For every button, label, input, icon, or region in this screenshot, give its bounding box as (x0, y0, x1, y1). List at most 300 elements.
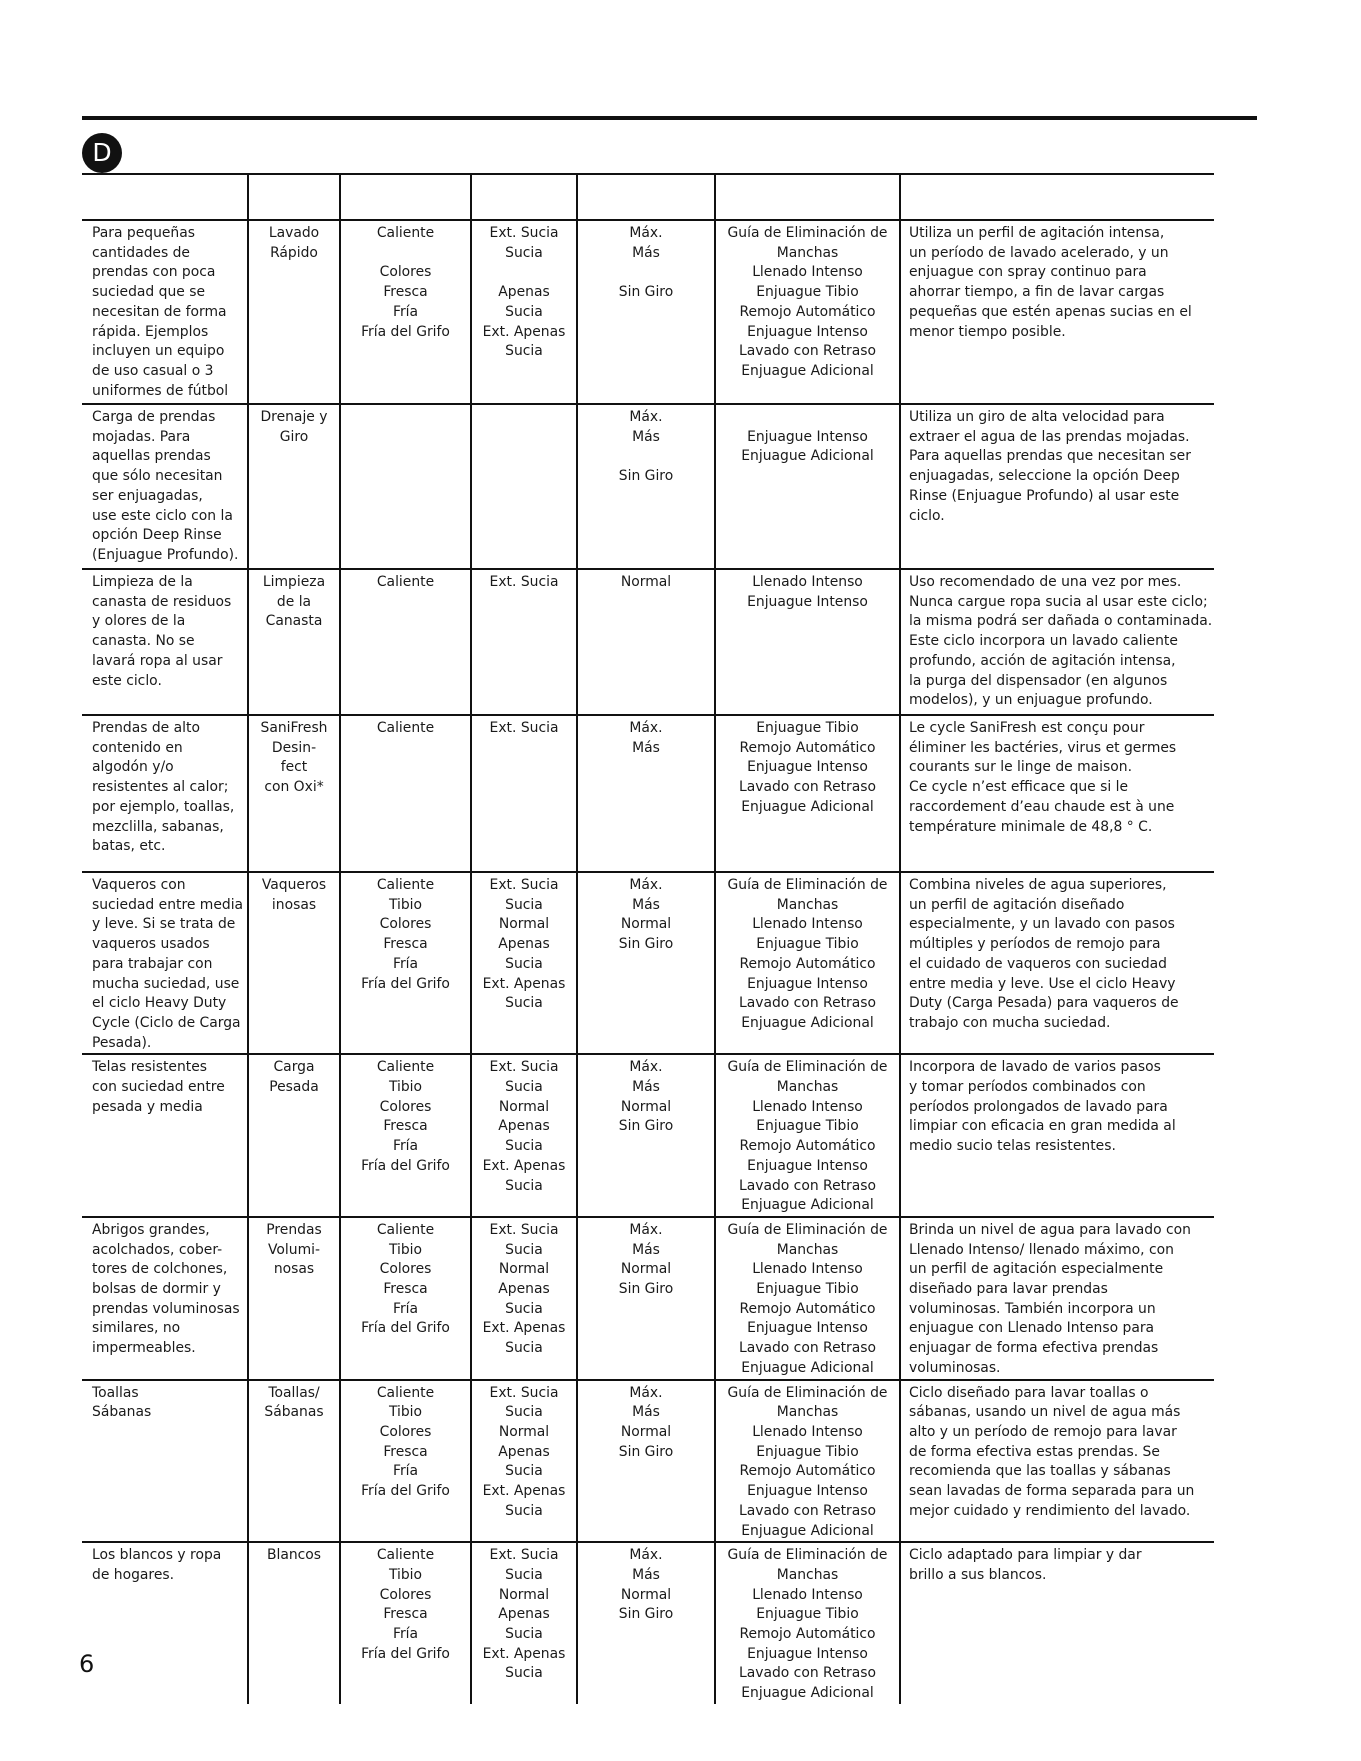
cell-line: Lavado con Retraso (738, 1502, 877, 1519)
cell-line: Apenas (498, 936, 550, 953)
cell-line: Telas resistentes (92, 1059, 208, 1076)
cell-line: Ext. Apenas (482, 975, 566, 992)
cell-line: Sucia (505, 244, 543, 261)
cycle-table-container (82, 173, 1214, 1704)
cell-line: Canasta (265, 613, 323, 630)
cell-line: Sucia (505, 1241, 543, 1258)
cell-temperature (340, 1380, 471, 1543)
cell-line: Ext. Sucia (489, 574, 559, 590)
cell-line: Manchas (776, 1079, 839, 1096)
cell-line: Normal (620, 1098, 672, 1115)
cell-spin (577, 1542, 715, 1704)
cell-line: Giro (279, 428, 309, 445)
cell-line: Máx. (629, 1059, 663, 1076)
cell-line: Enjuague Adicional (741, 448, 874, 465)
cell-line (580, 447, 712, 467)
cell-line: Enjuague Intenso (747, 593, 868, 610)
table-row (82, 1217, 1214, 1380)
cell-line: tores de colchones, (92, 1261, 228, 1278)
cell-line: suciedad entre media (92, 896, 244, 913)
cell-temperature (340, 1217, 471, 1380)
cell-line: Ciclo adaptado para limpiar y dar (909, 1547, 1142, 1564)
cell-temperature (340, 569, 471, 715)
cell-line: Llenado Intenso (752, 916, 863, 933)
cell-line: Limpieza (262, 574, 326, 590)
cell-line: Sucia (505, 1502, 543, 1519)
cell-description (900, 872, 1214, 1054)
cell-line: Caliente (376, 1059, 435, 1076)
table-row (82, 872, 1214, 1054)
table-row (82, 404, 1214, 569)
cell-line: Incorpora de lavado de varios pasos (909, 1059, 1161, 1076)
header-cell-spin (577, 174, 715, 220)
cell-line: Combina niveles de agua superiores, (909, 877, 1167, 893)
cell-line: Enjuague Tibio (756, 1118, 859, 1135)
cell-line: Tibio (388, 1079, 423, 1096)
cell-line: Vaqueros (261, 877, 327, 893)
cell-line: Fresca (383, 1118, 428, 1135)
cell-line: incluyen un equipo (92, 343, 225, 360)
cell-use (82, 1380, 248, 1543)
cell-line: vaqueros usados (92, 936, 210, 953)
cell-options (715, 569, 900, 715)
cell-line: Llenado Intenso (752, 1423, 863, 1440)
cell-line: Manchas (776, 1566, 839, 1583)
cell-line: Normal (620, 1423, 672, 1440)
cell-line: Sin Giro (618, 284, 674, 301)
cell-line: canasta de residuos (92, 593, 232, 610)
cell-line: Enjuague Adicional (741, 798, 874, 815)
cell-line: y tomar períodos combinados con (909, 1079, 1146, 1096)
cell-line: Remojo Automático (739, 1138, 876, 1155)
cell-line: Enjuague Intenso (747, 323, 868, 340)
cell-line: Lavado con Retraso (738, 1665, 877, 1682)
cell-line: Ext. Apenas (482, 1645, 566, 1662)
cell-line: Sin Giro (618, 1281, 674, 1298)
cell-line: Tibio (388, 1404, 423, 1421)
cell-line: Enjuague Adicional (741, 1014, 874, 1031)
cell-line: Enjuague Adicional (741, 362, 874, 379)
cell-description (900, 404, 1214, 569)
cell-line: Caliente (376, 720, 435, 736)
cell-use (82, 1217, 248, 1380)
cell-line: Limpieza de la (92, 574, 193, 590)
cell-line: Sin Giro (618, 1118, 674, 1135)
cell-line: ahorrar tiempo, a fin de lavar cargas (909, 284, 1165, 301)
cell-line: Uso recomendado de una vez por mes. (909, 574, 1182, 590)
cell-line: Más (632, 1404, 660, 1421)
cell-line: un período de lavado acelerado, y un (909, 244, 1169, 261)
cell-line: Manchas (776, 1404, 839, 1421)
cell-temperature (340, 872, 471, 1054)
cell-line: Apenas (498, 1118, 550, 1135)
cell-line: contenido en (92, 739, 183, 756)
cell-line: Lavado con Retraso (738, 1340, 877, 1357)
cell-line: Máx. (629, 1384, 663, 1401)
cell-line: Este ciclo incorpora un lavado caliente (909, 633, 1178, 650)
cell-soil (471, 1542, 577, 1704)
cell-line: Enjuague Intenso (747, 759, 868, 776)
cell-line: Fresca (383, 1281, 428, 1298)
cell-line: Caliente (376, 877, 435, 893)
cell-line: Apenas (498, 284, 550, 301)
cell-options (715, 1380, 900, 1543)
cell-line: Enjuague Tibio (756, 720, 859, 736)
cell-line: entre media y leve. Use el ciclo Heavy (909, 975, 1176, 992)
cell-line: Sucia (505, 303, 543, 320)
cell-line: Sucia (505, 1138, 543, 1155)
cell-line: Fresca (383, 1606, 428, 1623)
cell-line (718, 408, 897, 428)
cell-line: Desin- (271, 739, 317, 756)
cell-line: acolchados, cober- (92, 1241, 223, 1258)
cell-line: Ext. Sucia (489, 1221, 559, 1238)
cell-line: especialmente, y un lavado con pasos (909, 916, 1175, 933)
cell-line: Remojo Automático (739, 303, 876, 320)
cell-line: Sucia (505, 1340, 543, 1357)
cell-line: múltiples y períodos de remojo para (909, 936, 1161, 953)
cell-line: Ext. Sucia (489, 1384, 559, 1401)
cell-line: Remojo Automático (739, 1463, 876, 1480)
table-row (82, 1054, 1214, 1217)
cell-line: Guía de Eliminación de (727, 225, 888, 241)
table-row (82, 569, 1214, 715)
cell-line: mejor cuidado y rendimiento del lavado. (909, 1502, 1191, 1519)
cell-line: mezclilla, sabanas, (92, 818, 224, 835)
cell-soil (471, 220, 577, 404)
cell-line: Ext. Sucia (489, 720, 559, 736)
cell-line: Para aquellas prendas que necesitan ser (909, 448, 1191, 465)
cell-description (900, 1217, 1214, 1380)
cell-soil (471, 404, 577, 569)
cell-line: pesada y media (92, 1098, 203, 1115)
cell-line: necesitan de forma (92, 303, 227, 320)
cell-cycle (248, 1380, 340, 1543)
cell-line: Los blancos y ropa (92, 1547, 222, 1564)
cell-cycle (248, 1542, 340, 1704)
cell-line: Volumi- (268, 1241, 320, 1258)
cell-line (580, 263, 712, 283)
cell-line: Lavado con Retraso (738, 1177, 877, 1194)
cell-line: Fría del Grifo (361, 1320, 450, 1337)
cell-line: Prendas (266, 1221, 322, 1238)
cell-line: suciedad que se (92, 284, 206, 301)
cell-line: limpiar con eficacia en gran medida al (909, 1118, 1176, 1135)
cell-line: Enjuague Intenso (747, 1320, 868, 1337)
cell-line: Normal (620, 1261, 672, 1278)
cell-line: Tibio (388, 1241, 423, 1258)
cell-use (82, 569, 248, 715)
cell-line: Más (632, 244, 660, 261)
cell-line: éliminer les bactéries, virus et germes (909, 739, 1177, 756)
cycle-table (82, 173, 1214, 1704)
cell-line: resistentes al calor; (92, 779, 229, 796)
cell-line: Colores (379, 1423, 432, 1440)
cell-line: Sábanas (264, 1404, 324, 1421)
cell-soil (471, 715, 577, 872)
cell-line: Fría (392, 1138, 419, 1155)
cell-line: diseñado para lavar prendas (909, 1281, 1108, 1298)
cell-line: ciclo. (909, 507, 945, 524)
cell-line: algodón y/o (92, 759, 174, 776)
cell-line: Enjuague Tibio (756, 1606, 859, 1623)
cell-line: rápida. Ejemplos (92, 323, 209, 340)
cell-line: impermeables. (92, 1340, 196, 1357)
cell-line: Ext. Sucia (489, 225, 559, 241)
table-header-row (82, 174, 1214, 220)
cell-line: Ext. Apenas (482, 1483, 566, 1500)
cell-line: Máx. (629, 720, 663, 736)
cell-line: Remojo Automático (739, 1626, 876, 1643)
cell-description (900, 715, 1214, 872)
header-cell-temperature (340, 174, 471, 220)
cell-line: voluminosas. También incorpora un (909, 1300, 1156, 1317)
cell-line: enjuagar de forma efectiva prendas (909, 1340, 1159, 1357)
cell-line: Sucia (505, 1665, 543, 1682)
cell-line: pequeñas que estén apenas sucias en el (909, 303, 1192, 320)
cell-line: Guía de Eliminación de (727, 1059, 888, 1076)
cell-soil (471, 1217, 577, 1380)
cycle-table-body (82, 174, 1214, 1704)
cell-line: enjuagadas, seleccione la opción Deep (909, 468, 1180, 485)
cell-line: Fría del Grifo (361, 1157, 450, 1174)
cell-cycle (248, 220, 340, 404)
cell-line: Fría (392, 955, 419, 972)
cell-line: Carga (273, 1059, 315, 1076)
cell-line: Sin Giro (618, 1443, 674, 1460)
cell-line: température minimale de 48,8 ° C. (909, 818, 1153, 835)
cell-line: Ciclo diseñado para lavar toallas o (909, 1384, 1149, 1401)
cell-line: courants sur le linge de maison. (909, 759, 1132, 776)
cell-line: Colores (379, 264, 432, 281)
cell-options (715, 1542, 900, 1704)
cell-line: Carga de prendas (92, 409, 216, 425)
cell-line: Prendas de alto (92, 720, 200, 736)
cell-line: Fría (392, 1463, 419, 1480)
cell-line: batas, etc. (92, 838, 166, 855)
cell-line: Fría del Grifo (361, 975, 450, 992)
cell-line: de forma efectiva estas prendas. Se (909, 1443, 1160, 1460)
cell-line: Máx. (629, 1547, 663, 1564)
cell-line: aquellas prendas (92, 448, 211, 465)
cell-spin (577, 872, 715, 1054)
cell-line: Guía de Eliminación de (727, 877, 888, 893)
cell-line: Nunca cargue ropa sucia al usar este ciclo; (909, 593, 1208, 610)
cell-line: para trabajar con (92, 955, 213, 972)
top-rule (82, 116, 1257, 120)
cell-line: Enjuague Tibio (756, 1443, 859, 1460)
cell-line: Apenas (498, 1606, 550, 1623)
cell-line: Toallas (92, 1384, 139, 1401)
cell-line: Apenas (498, 1443, 550, 1460)
header-cell-cycle (248, 174, 340, 220)
cell-line: lavará ropa al usar (92, 652, 223, 669)
cell-line: Máx. (629, 225, 663, 241)
cell-line: Ext. Sucia (489, 1547, 559, 1564)
cell-line: Drenaje y (260, 409, 328, 425)
cell-soil (471, 1380, 577, 1543)
cell-line: Remojo Automático (739, 1300, 876, 1317)
cell-line: Tibio (388, 896, 423, 913)
cell-line: similares, no (92, 1320, 181, 1337)
cell-line: Sucia (505, 1079, 543, 1096)
cell-line: Máx. (629, 877, 663, 893)
cell-line: Lavado (268, 225, 320, 241)
cell-line: Caliente (376, 574, 435, 590)
cell-line: mojadas. Para (92, 428, 191, 445)
cell-line: Sucia (505, 1626, 543, 1643)
cell-line: Ext. Apenas (482, 1157, 566, 1174)
cell-line: Fría del Grifo (361, 1645, 450, 1662)
cell-line: (Enjuague Profundo). (92, 546, 239, 563)
cell-line: Pesada (269, 1079, 319, 1096)
cell-description (900, 1054, 1214, 1217)
cell-temperature (340, 1054, 471, 1217)
cell-line: Ext. Sucia (489, 877, 559, 893)
cell-description (900, 220, 1214, 404)
cell-cycle (248, 1217, 340, 1380)
cell-line: Fría (392, 1300, 419, 1317)
cell-line: Colores (379, 1098, 432, 1115)
cell-line: Pesada). (92, 1034, 152, 1051)
cell-line: Sucia (505, 955, 543, 972)
cell-line: nosas (273, 1261, 315, 1278)
cell-line: Sucia (505, 1404, 543, 1421)
cell-line: la misma podrá ser dañada o contaminada. (909, 613, 1213, 630)
cell-line: Enjuague Intenso (747, 1645, 868, 1662)
header-cell-soil (471, 174, 577, 220)
cell-line: ser enjuagadas, (92, 487, 203, 504)
cell-line: períodos prolongados de lavado para (909, 1098, 1168, 1115)
cell-line: uniformes de fútbol (92, 382, 229, 399)
cell-line: Sucia (505, 995, 543, 1012)
cell-line: Fría (392, 1626, 419, 1643)
cell-line: sean lavadas de forma separada para un (909, 1483, 1195, 1500)
cell-line: prendas con poca (92, 264, 216, 281)
cell-line: Colores (379, 1261, 432, 1278)
cell-line: Ext. Sucia (489, 1059, 559, 1076)
cell-line: Lavado con Retraso (738, 995, 877, 1012)
cell-line: por ejemplo, toallas, (92, 798, 235, 815)
cell-spin (577, 404, 715, 569)
cell-line: trabajo con mucha suciedad. (909, 1014, 1111, 1031)
cell-line: Sucia (505, 1177, 543, 1194)
cell-use (82, 220, 248, 404)
cell-line: Normal (620, 1586, 672, 1603)
cell-line: Normal (620, 574, 672, 590)
cell-line: bolsas de dormir y (92, 1281, 221, 1298)
cell-line: Ce cycle n’est efficace que si le (909, 779, 1129, 796)
cell-line: medio sucio telas resistentes. (909, 1138, 1116, 1155)
cell-line: Cycle (Ciclo de Carga (92, 1014, 241, 1031)
cell-line: Fría (392, 303, 419, 320)
cell-line: Manchas (776, 896, 839, 913)
cell-line: Fresca (383, 284, 428, 301)
cell-line: Vaqueros con (92, 877, 186, 893)
cell-line: de hogares. (92, 1566, 175, 1583)
table-row (82, 715, 1214, 872)
cell-description (900, 1542, 1214, 1704)
cell-line: Sucia (505, 896, 543, 913)
cell-line: Remojo Automático (739, 955, 876, 972)
cell-line: Normal (498, 916, 550, 933)
cell-line: Enjuague Intenso (747, 428, 868, 445)
cell-line: Normal (620, 916, 672, 933)
cell-spin (577, 715, 715, 872)
cell-line: Caliente (376, 1384, 435, 1401)
cell-cycle (248, 715, 340, 872)
cell-temperature (340, 1542, 471, 1704)
cell-line: y leve. Si se trata de (92, 916, 236, 933)
cell-line: Guía de Eliminación de (727, 1221, 888, 1238)
cell-line: Llenado Intenso (752, 1586, 863, 1603)
cell-line: el ciclo Heavy Duty (92, 995, 227, 1012)
cell-line: Enjuague Intenso (747, 1157, 868, 1174)
cell-line: Máx. (629, 1221, 663, 1238)
cell-cycle (248, 404, 340, 569)
page-number: 6 (79, 1650, 95, 1678)
cell-line: Lavado con Retraso (738, 779, 877, 796)
cell-line: Enjuague Tibio (756, 284, 859, 301)
cell-line: Enjuague Adicional (741, 1685, 874, 1702)
cell-temperature (340, 220, 471, 404)
cell-options (715, 1054, 900, 1217)
cell-line: de uso casual o 3 (92, 362, 214, 379)
cell-line: Fría del Grifo (361, 1483, 450, 1500)
cell-cycle (248, 569, 340, 715)
cell-line: prendas voluminosas (92, 1300, 240, 1317)
cell-line: de la (276, 593, 312, 610)
cell-line: Llenado Intenso (752, 264, 863, 281)
cell-line: Más (632, 1566, 660, 1583)
cell-line (343, 244, 468, 264)
cell-line: y olores de la (92, 613, 186, 630)
cell-line: Más (632, 1241, 660, 1258)
cell-line: Llenado Intenso (752, 1098, 863, 1115)
cell-line: Le cycle SaniFresh est conçu pour (909, 720, 1145, 736)
cell-options (715, 220, 900, 404)
cell-line: modelos), y un enjuague profundo. (909, 692, 1153, 709)
cell-line: Rápido (270, 244, 318, 261)
cell-line: la purga del dispensador (en algunos (909, 672, 1168, 689)
cell-line: Fresca (383, 936, 428, 953)
cell-line: Ext. Apenas (482, 323, 566, 340)
cell-line: Brinda un nivel de agua para lavado con (909, 1221, 1191, 1238)
cell-line: que sólo necesitan (92, 468, 223, 485)
cell-line: Llenado Intenso (752, 1261, 863, 1278)
cell-options (715, 715, 900, 872)
cell-line: use este ciclo con la (92, 507, 233, 524)
header-cell-use (82, 174, 248, 220)
cell-line: voluminosas. (909, 1359, 1001, 1376)
cell-line: Sin Giro (618, 468, 674, 485)
cell-line: Normal (498, 1261, 550, 1278)
cell-line: Tibio (388, 1566, 423, 1583)
cell-spin (577, 1054, 715, 1217)
cell-line: Máx. (629, 409, 663, 425)
cell-line: Caliente (376, 1547, 435, 1564)
cell-line: extraer el agua de las prendas mojadas. (909, 428, 1190, 445)
cell-line: el cuidado de vaqueros con suciedad (909, 955, 1168, 972)
cell-line: Normal (498, 1423, 550, 1440)
cell-line: fect (280, 759, 308, 776)
cell-line: Rinse (Enjuague Profundo) al usar este (909, 487, 1180, 504)
cell-line: Enjuague Tibio (756, 1281, 859, 1298)
cell-line: Enjuague Tibio (756, 936, 859, 953)
cell-line: Más (632, 739, 660, 756)
cell-line: Sábanas (92, 1404, 152, 1421)
cell-line: Caliente (376, 1221, 435, 1238)
